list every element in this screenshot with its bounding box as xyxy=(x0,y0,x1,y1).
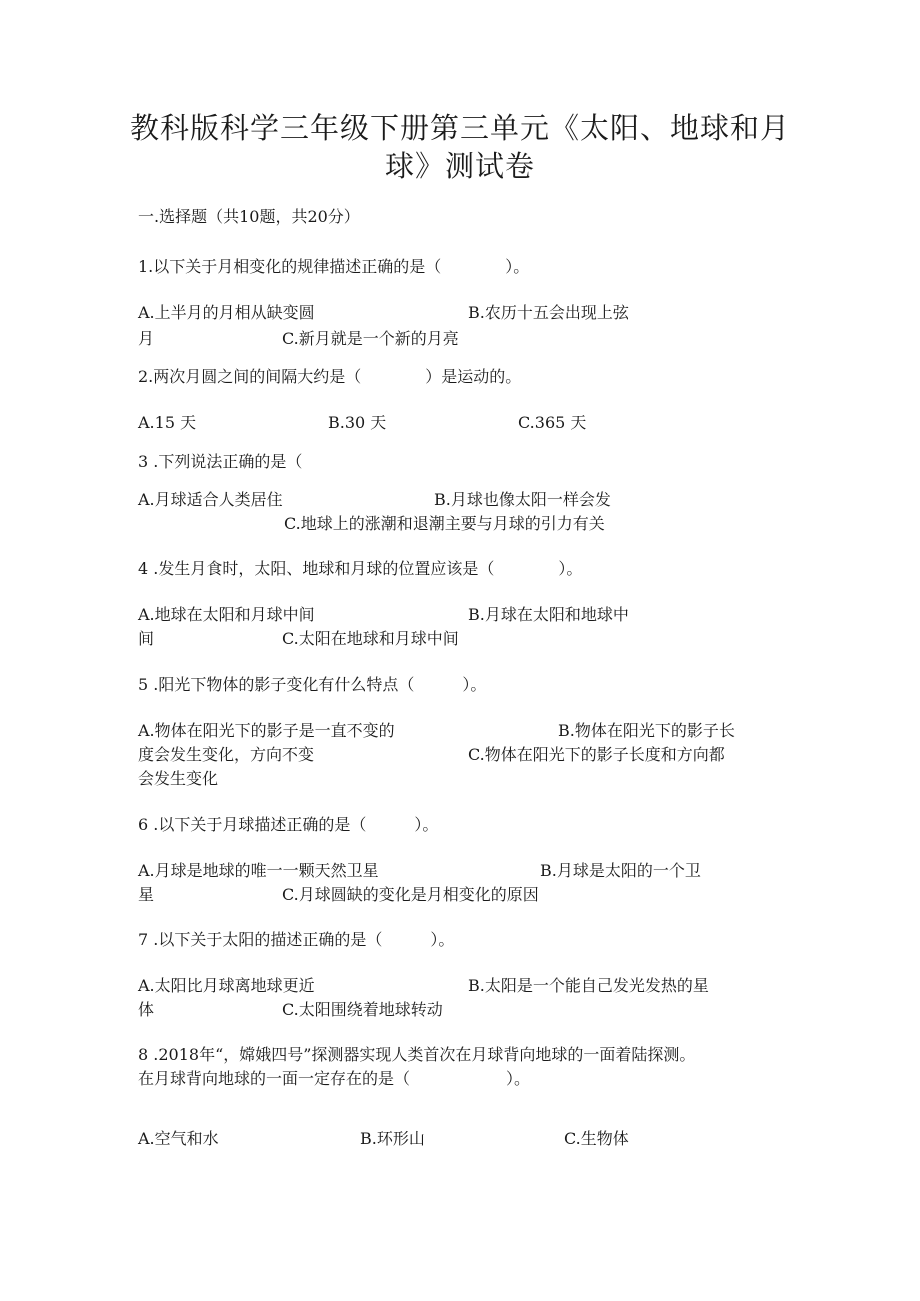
option-b: B.农历十五会出现上弦 xyxy=(468,303,629,322)
question-stem: 8 .2018年“，嫦娥四号”探测器实现人类首次在月球背向地球的一面着陆探测。 xyxy=(138,1045,696,1064)
option-b-continued: 度会发生变化，方向不变 xyxy=(138,745,315,764)
option-c-continued: 会发生变化 xyxy=(138,769,219,788)
question-stem: 1.以下关于月相变化的规律描述正确的是（ ）。 xyxy=(138,257,530,276)
option-b-continued: 体 xyxy=(138,1000,155,1019)
question-stem: 3 .下列说法正确的是（ xyxy=(138,452,303,471)
option-a: A.15 天 xyxy=(138,413,197,432)
option-b: B.太阳是一个能自己发光发热的星 xyxy=(468,976,709,995)
option-a: A.月球是地球的唯一一颗天然卫星 xyxy=(138,861,379,880)
option-a: A.空气和水 xyxy=(138,1129,219,1148)
option-b: B.物体在阳光下的影子长 xyxy=(558,721,735,740)
option-b: B.月球是太阳的一个卫 xyxy=(540,861,701,880)
question-stem: 2.两次月圆之间的间隔大约是（ ）是运动的。 xyxy=(138,367,522,386)
option-b: B.环形山 xyxy=(360,1129,425,1148)
option-c: C.新月就是一个新的月亮 xyxy=(282,329,459,348)
document-title-line2: 球》测试卷 xyxy=(384,149,535,183)
option-c: C.365 天 xyxy=(518,413,587,432)
question-stem-continued: 在月球背向地球的一面一定存在的是（ ）。 xyxy=(138,1069,531,1088)
option-b-continued: 间 xyxy=(138,629,155,648)
question-stem: 7 .以下关于太阳的描述正确的是（ ）。 xyxy=(138,930,455,949)
option-c: C.生物体 xyxy=(564,1129,629,1148)
option-c: C.物体在阳光下的影子长度和方向都 xyxy=(468,745,725,764)
option-a: A.上半月的月相从缺变圆 xyxy=(138,303,315,322)
option-b: B.月球也像太阳一样会发 xyxy=(434,490,611,509)
option-b-continued: 星 xyxy=(138,885,155,904)
option-b: B.30 天 xyxy=(328,413,387,432)
section-heading: 一.选择题（共10题，共20分） xyxy=(138,207,360,226)
option-a: A.物体在阳光下的影子是一直不变的 xyxy=(138,721,395,740)
option-b-continued: 月 xyxy=(138,329,155,348)
question-stem: 6 .以下关于月球描述正确的是（ ）。 xyxy=(138,815,439,834)
option-c: C.太阳围绕着地球转动 xyxy=(282,1000,443,1019)
document-title-line1: 教科版科学三年级下册第三单元《太阳、地球和月 xyxy=(129,111,790,145)
option-c: C.地球上的涨潮和退潮主要与月球的引力有关 xyxy=(284,514,605,533)
option-a: A.地球在太阳和月球中间 xyxy=(138,605,315,624)
option-c: C.太阳在地球和月球中间 xyxy=(282,629,459,648)
question-stem: 4 .发生月食时，太阳、地球和月球的位置应该是（ ）。 xyxy=(138,559,583,578)
option-a: A.太阳比月球离地球更近 xyxy=(138,976,315,995)
option-c: C.月球圆缺的变化是月相变化的原因 xyxy=(282,885,539,904)
option-b: B.月球在太阳和地球中 xyxy=(468,605,629,624)
question-stem: 5 .阳光下物体的影子变化有什么特点（ ）。 xyxy=(138,675,487,694)
option-a: A.月球适合人类居住 xyxy=(138,490,283,509)
